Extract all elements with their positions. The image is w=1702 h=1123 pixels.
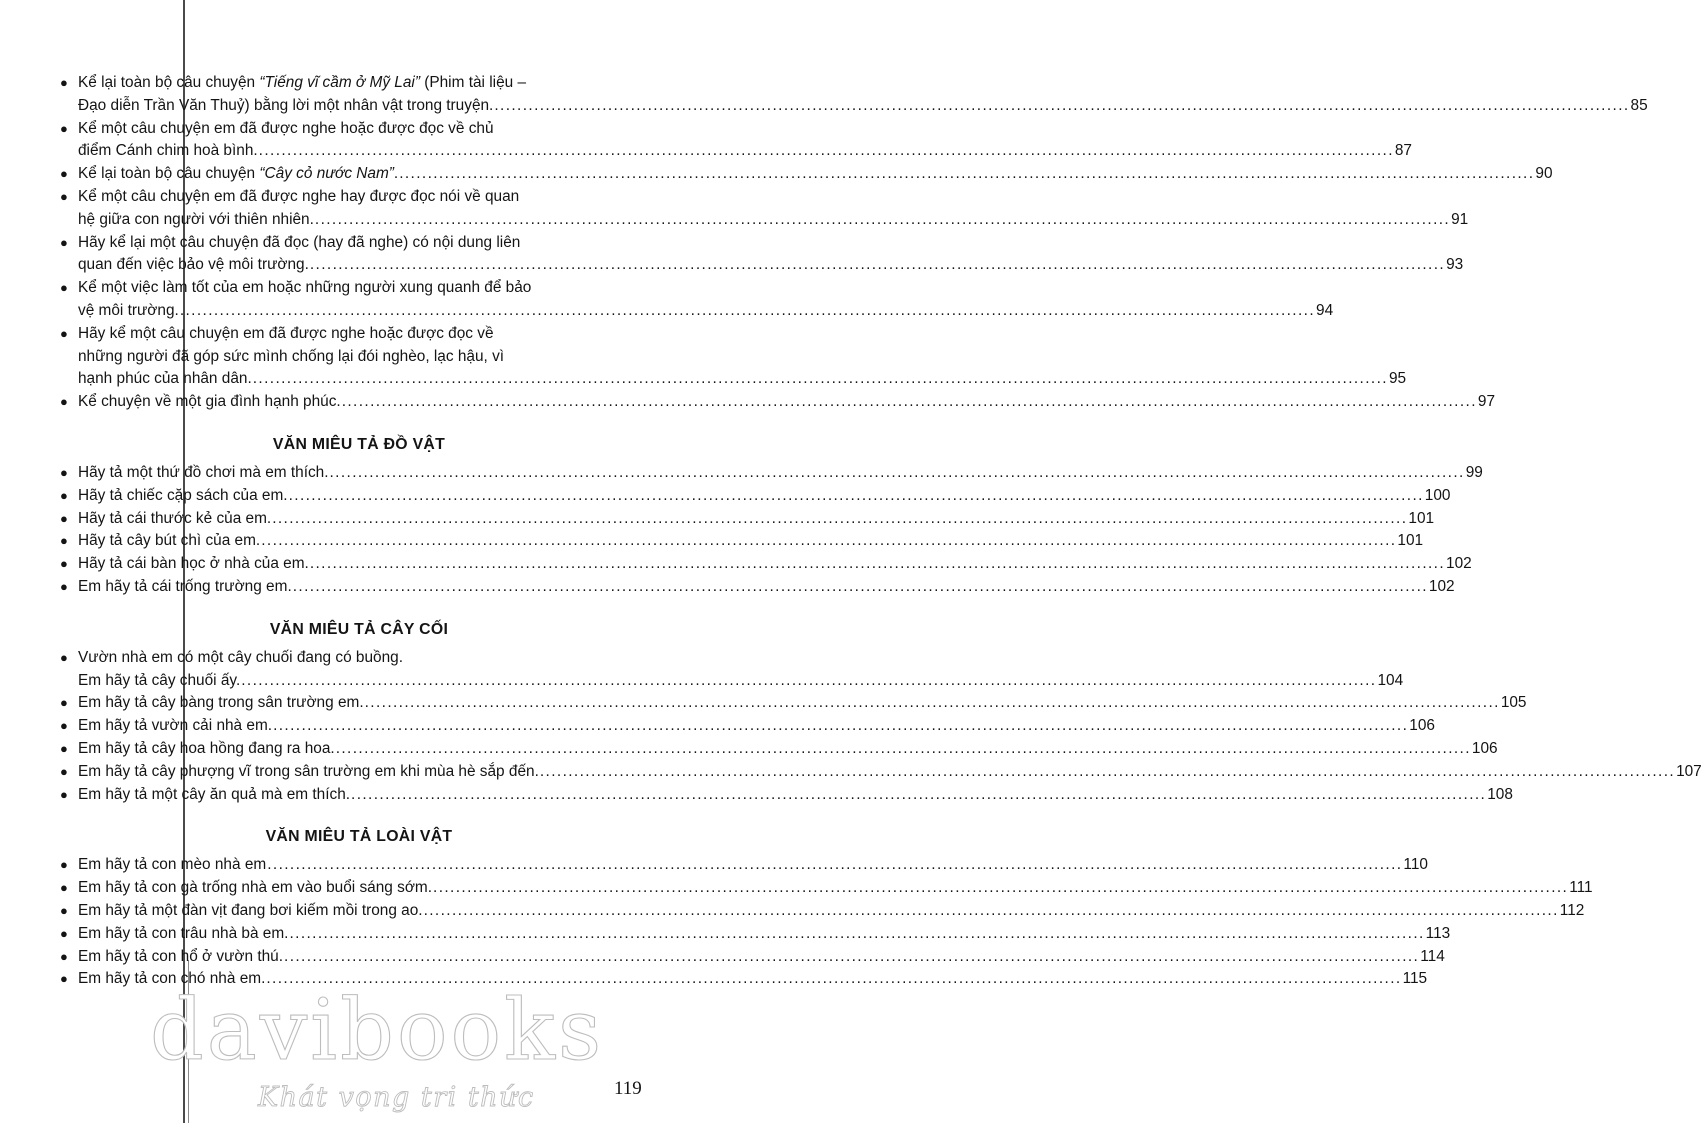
entry-text-line: Kể một việc làm tốt của em hoặc những người xung quanh để bảo (78, 279, 532, 297)
bullet-icon: ● (60, 971, 68, 987)
entry-last-line (78, 254, 1464, 277)
entry-last-line (78, 95, 1648, 118)
toc-entry (60, 118, 1412, 164)
entry-page-number: 91 (1451, 210, 1469, 228)
toc-entry (60, 923, 1451, 946)
toc-entry (60, 877, 1593, 900)
dot-leader: ........................................................................................................................................................................................................ (399, 165, 1535, 183)
toc-entry (60, 186, 1469, 232)
entry-page-number: 106 (1471, 739, 1498, 757)
entry-page-number: 108 (1487, 785, 1513, 803)
bullet-icon: ● (60, 533, 68, 549)
toc-entry (60, 946, 1445, 969)
entry-text-line: những người đã góp sức mình chống lại đói nghèo, lạc hậu, vì (78, 347, 505, 365)
entry-text-line: Em hãy tả vườn cải nhà em. (78, 717, 273, 735)
bullet-icon: ● (60, 280, 68, 296)
dot-leader: ........................................................................................................................................................................................................ (335, 739, 1471, 757)
toc-entry (60, 553, 1472, 576)
entry-last-line (78, 462, 1483, 485)
dot-leader: ........................................................................................................................................................................................................ (258, 142, 1394, 160)
entry-last-line (78, 784, 1513, 807)
entry-page-number: 87 (1394, 142, 1412, 160)
toc-entry (60, 462, 1483, 485)
entry-text-line: Em hãy tả con gà trống nhà em vào buổi sáng sớm. (78, 879, 433, 897)
entry-text-line: Hãy tả cây bút chì của em. (78, 532, 261, 550)
entry-page-number: 99 (1465, 463, 1483, 481)
entry-text-line: Kể một câu chuyện em đã được nghe hay được đọc nói về quan (78, 187, 520, 205)
toc-entry (60, 784, 1513, 807)
bullet-icon: ● (60, 925, 68, 941)
dot-leader: ........................................................................................................................................................................................................ (292, 577, 1428, 595)
toc-entry (60, 323, 1407, 391)
entry-text-line: Hãy tả cái thước kẻ của em. (78, 509, 272, 527)
dot-leader: ........................................................................................................................................................................................................ (314, 210, 1451, 228)
dot-leader: ........................................................................................................................................................................................................ (494, 96, 1630, 114)
entry-page-number: 106 (1409, 717, 1435, 735)
dot-leader: ........................................................................................................................................................................................................ (289, 924, 1425, 942)
entry-page-number: 100 (1424, 486, 1451, 504)
entry-text-line: vệ môi trường. (78, 301, 179, 319)
dot-leader: ........................................................................................................................................................................................................ (179, 301, 1316, 319)
table-of-contents (60, 72, 1702, 991)
entry-last-line (78, 900, 1585, 923)
toc-entry (60, 738, 1498, 761)
entry-text-line: Kể chuyện về một gia đình hạnh phúc. (78, 393, 341, 411)
entry-last-line (78, 530, 1424, 553)
entry-text-line: Em hãy tả con hổ ở vườn thú. (78, 947, 284, 965)
entry-page-number: 90 (1535, 165, 1553, 183)
entry-text-line: Hãy tả một thứ đồ chơi mà em thích. (78, 463, 329, 481)
watermark-brand: davibooks (150, 981, 605, 1079)
entry-page-number: 113 (1425, 924, 1451, 942)
entry-text-line: Kể lại toàn bộ câu chuyện “Tiếng vĩ cầm ở Mỹ Lai” (Phim tài liệu – (78, 74, 527, 91)
bullet-icon: ● (60, 857, 68, 873)
bullet-icon: ● (60, 464, 68, 480)
entry-last-line (78, 391, 1496, 414)
bullet-icon: ● (60, 188, 68, 204)
dot-leader: ........................................................................................................................................................................................................ (433, 879, 1569, 897)
entry-text-line: Hãy kể một câu chuyện em đã được nghe hoặc được đọc về (78, 324, 494, 342)
entry-page-number: 101 (1397, 532, 1424, 550)
entry-last-line (78, 368, 1407, 391)
entry-text-line: Em hãy tả con mèo nhà em (78, 856, 267, 874)
entry-page-number: 105 (1500, 694, 1527, 712)
toc-entry (60, 647, 1404, 693)
dot-leader: ........................................................................................................................................................................................................ (423, 901, 1559, 919)
watermark-tagline: Khát vọng tri thức (258, 1082, 535, 1113)
entry-last-line (78, 923, 1451, 946)
entry-text-line: Vườn nhà em có một cây chuối đang có buồng. (78, 648, 403, 666)
toc-entry (60, 576, 1455, 599)
bullet-icon: ● (60, 763, 68, 779)
entry-text-line: điểm Cánh chim hoà bình. (78, 142, 258, 160)
dot-leader: ........................................................................................................................................................................................................ (309, 256, 1446, 274)
toc-entry (60, 854, 1428, 877)
entry-page-number: 94 (1316, 301, 1334, 319)
bullet-icon: ● (60, 786, 68, 802)
bullet-icon: ● (60, 556, 68, 572)
dot-leader: ........................................................................................................................................................................................................ (351, 785, 1487, 803)
toc-entry (60, 692, 1527, 715)
section-heading: VĂN MIÊU TẢ LOÀI VẬT (265, 828, 453, 846)
bullet-icon: ● (60, 880, 68, 896)
bullet-icon: ● (60, 510, 68, 526)
entry-text-line: Em hãy tả một cây ăn quả mà em thích. (78, 785, 351, 803)
dot-leader: ........................................................................................................................................................................................................ (273, 717, 1409, 735)
toc-entry (60, 508, 1435, 531)
bullet-icon: ● (60, 740, 68, 756)
entry-text-line: Hãy tả chiếc cặp sách của em. (78, 486, 288, 504)
toc-entry (60, 277, 1334, 323)
bullet-icon: ● (60, 948, 68, 964)
entry-page-number: 101 (1408, 509, 1435, 527)
entry-text-line: Em hãy tả cái trống trường em. (78, 577, 292, 595)
dot-leader: ........................................................................................................................................................................................................ (284, 947, 1420, 965)
bullet-icon: ● (60, 325, 68, 341)
bullet-icon: ● (60, 649, 68, 665)
entry-last-line (78, 877, 1593, 900)
entry-last-line (78, 854, 1428, 877)
entry-last-line (78, 508, 1435, 531)
entry-page-number: 102 (1428, 577, 1455, 595)
entry-page-number: 104 (1377, 671, 1404, 689)
section-heading: VĂN MIÊU TẢ ĐỒ VẬT (272, 435, 446, 453)
bullet-icon: ● (60, 695, 68, 711)
entry-last-line (78, 715, 1435, 738)
bullet-icon: ● (60, 718, 68, 734)
dot-leader: ........................................................................................................................................................................................................ (241, 671, 1377, 689)
entry-text-line: Em hãy tả con chó nhà em. (78, 970, 266, 988)
dot-leader: ........................................................................................................................................................................................................ (272, 509, 1408, 527)
bullet-icon: ● (60, 394, 68, 410)
dot-leader: ........................................................................................................................................................................................................ (364, 694, 1500, 712)
dot-leader: ........................................................................................................................................................................................................ (261, 532, 1397, 550)
bullet-icon: ● (60, 234, 68, 250)
dot-leader: ........................................................................................................................................................................................................ (329, 463, 1465, 481)
entry-page-number: 115 (1402, 970, 1428, 988)
bullet-icon: ● (60, 75, 68, 90)
toc-entry (60, 232, 1464, 278)
toc-entry (60, 761, 1702, 784)
entry-text-line: quan đến việc bảo vệ môi trường. (78, 256, 309, 274)
entry-page-number: 97 (1477, 393, 1496, 411)
entry-text-line: Em hãy tả con trâu nhà bà em. (78, 924, 289, 942)
entry-page-number: 102 (1446, 555, 1472, 573)
entry-text-line: Hãy tả cái bàn học ở nhà của em. (78, 555, 309, 573)
entry-text-line: Kể lại toàn bộ câu chuyện “Cây cỏ nước Nam”. (78, 165, 399, 183)
bullet-icon: ● (60, 166, 68, 182)
page-number: 119 (614, 1078, 642, 1099)
toc-entry (60, 900, 1585, 923)
entry-last-line (78, 300, 1334, 323)
entry-last-line (78, 692, 1527, 715)
toc-entry (60, 530, 1424, 553)
entry-text-line: Kể một câu chuyện em đã được nghe hoặc được đọc về chủ (78, 119, 494, 137)
bullet-icon: ● (60, 120, 68, 136)
entry-last-line (78, 738, 1498, 761)
entry-text-line: Em hãy tả cây phượng vĩ trong sân trường em khi mùa hè sắp đến. (78, 762, 539, 780)
entry-text-line: Em hãy tả một đàn vịt đang bơi kiếm mồi trong ao. (78, 901, 423, 919)
entry-text-line: Em hãy tả cây bàng trong sân trường em. (78, 694, 364, 712)
dot-leader: ........................................................................................................................................................................................................ (309, 555, 1446, 573)
entry-last-line (78, 140, 1412, 163)
toc-entry (60, 715, 1435, 738)
bullet-icon: ● (60, 902, 68, 918)
entry-text-line: Đạo diễn Trần Văn Thuỷ) bằng lời một nhân vật trong truyện. (78, 96, 494, 114)
entry-last-line (78, 163, 1553, 186)
entry-last-line (78, 670, 1404, 693)
dot-leader: ........................................................................................................................................................................................................ (252, 370, 1388, 388)
entry-page-number: 110 (1403, 856, 1428, 874)
entry-last-line (78, 761, 1702, 784)
bullet-icon: ● (60, 487, 68, 503)
entry-page-number: 114 (1420, 947, 1445, 965)
entry-page-number: 111 (1569, 879, 1593, 897)
dot-leader: ........................................................................................................................................................................................................ (266, 970, 1402, 988)
dot-leader: ........................................................................................................................................................................................................ (288, 486, 1424, 504)
entry-last-line (78, 485, 1451, 508)
entry-last-line (78, 209, 1469, 232)
entry-text-line: Em hãy tả cây hoa hồng đang ra hoa. (78, 739, 335, 757)
entry-last-line (78, 576, 1455, 599)
entry-page-number: 112 (1559, 901, 1585, 919)
toc-entry (60, 163, 1553, 186)
entry-last-line (78, 553, 1472, 576)
dot-leader: ........................................................................................................................................................................................................ (341, 393, 1477, 411)
entry-page-number: 107 (1676, 762, 1702, 780)
entry-text-line: hạnh phúc của nhân dân. (78, 370, 252, 388)
toc-entry (60, 72, 1648, 118)
entry-page-number: 93 (1446, 256, 1464, 274)
entry-text-line: hệ giữa con người với thiên nhiên. (78, 210, 314, 228)
bullet-icon: ● (60, 578, 68, 594)
dot-leader: ........................................................................................................................................................................................................ (267, 856, 1403, 874)
entry-page-number: 85 (1630, 96, 1648, 114)
section-heading: VĂN MIÊU TẢ CÂY CỐI (269, 620, 449, 638)
entry-page-number: 95 (1388, 370, 1407, 388)
entry-text-line: Hãy kể lại một câu chuyện đã đọc (hay đã nghe) có nội dung liên (78, 233, 521, 251)
toc-entry (60, 391, 1496, 414)
dot-leader: ........................................................................................................................................................................................................ (539, 762, 1676, 780)
toc-entry (60, 485, 1451, 508)
entry-last-line (78, 946, 1445, 969)
entry-text-line: Em hãy tả cây chuối ấy. (78, 671, 241, 689)
